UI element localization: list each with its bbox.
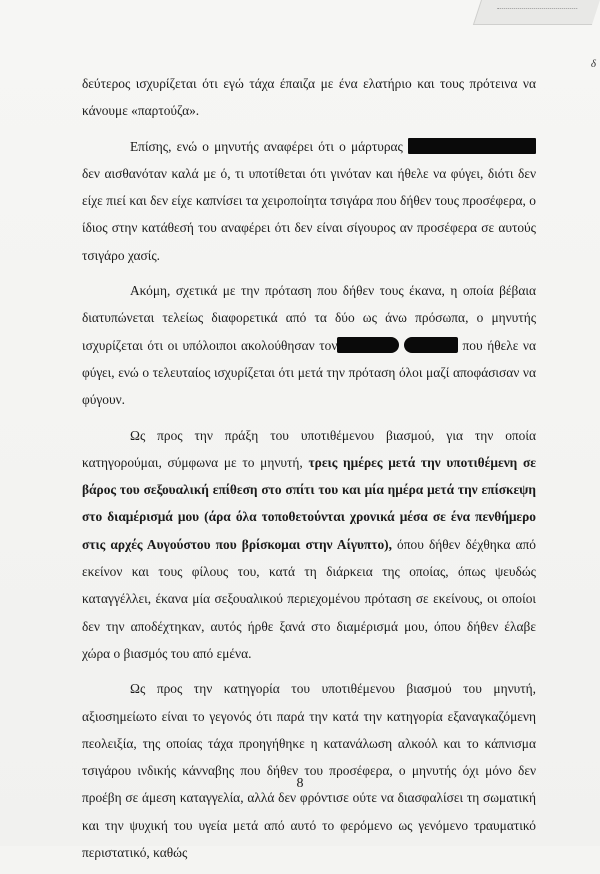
redaction-bar (337, 337, 399, 353)
text-segment: Επίσης, ενώ ο μηνυτής αναφέρει ότι ο μάρτυρας (130, 138, 408, 154)
paragraph (82, 70, 536, 125)
text-segment: Ακόμη, σχετικά με την πρόταση που δήθεν τους έκανα, η οποία βέβαια διατυπώνεται τελείως διαφορετικά από τα δύο ως άνω πρόσωπα, ο μηνυτής ισχυρίζεται ότι οι υπόλοιποι ακολούθησαν τον (82, 283, 536, 353)
text-segment: Ως προς την κατηγορία του υποτιθέμενου βιασμού του μηνυτή, αξιοσημείωτο είναι το γεγονός ότι παρά την κατά την κατηγορία εξαναγκαζόμενη πεολειξία, της οποίας τάχα προηγήθηκε η κατανάλωση αλκοόλ και το κάπνισμα τσιγάρου ινδικής κάνναβης που δήθεν του προσέφερα, ο μηνυτής όχι μόνο δεν προέβη σε άμεση καταγγελία, αλλά δεν φρόντισε ούτε να διασφαλίσει τη σωματική και την ψυχική του υγεία μετά από αυτό το φερόμενο ως γενόμενο τραυματικό περιστατικό, καθώς (82, 681, 536, 861)
text-segment: δεν αισθανόταν καλά με ό, τι υποτίθεται ότι γινόταν και ήθελε να φύγει, διότι δεν είχε πιεί και δεν είχε καπνίσει τα χειροποίητα τσιγάρα που δήθεν τους προσέφερα, ο ίδιος στην κατάθεσή του αναφέρει ότι δεν είναι σίγουρος αν προσέφερα σε αυτούς τσιγάρο χασίς. (82, 165, 536, 263)
corner-stamp (473, 0, 600, 25)
redaction-bar (408, 138, 536, 154)
text-segment: δεύτερος ισχυρίζεται ότι εγώ τάχα έπαιζα με ένα ελατήριο και τους πρότεινα να κάνουμε «παρτούζα». (82, 76, 536, 119)
paragraph (82, 133, 536, 269)
paragraph (82, 422, 536, 668)
text-segment: Ως προς την πράξη του υποτιθέμενου βιασμού, για την οποία κατηγορούμαι, σύμφωνα με το μηνυτή, (82, 427, 536, 470)
text-segment: όπου δήθεν δέχθηκα από εκείνον και τους φίλους του, κατά τη διάρκεια της οποίας, όπως ψευδώς καταγγέλλει, έκανα μία σεξουαλικού περιεχομένου πρόταση σε εκείνους, οι οποίοι δεν την αποδέχτηκαν, αυτός ήρθε ξανά στο διαμέρισμά μου, όπου δήθεν έλαβε χώρα ο βιασμός του από εμένα. (82, 536, 536, 661)
document-body (82, 70, 536, 874)
redaction-bar (404, 337, 458, 353)
paragraph (82, 277, 536, 413)
edge-cut-text: δ (590, 58, 596, 70)
bold-text-segment: τρεις ημέρες μετά την υποτιθέμενη σε βάρος του σεξουαλική επίθεση στο σπίτι του και μία ημέρα μετά την επίσκεψη στο διαμέρισμά μου (άρα όλα τοποθετούνται χρονικά μέσα σε ένα πενθήμερο στις αρχές Αυγούστου που βρίσκομαι στην Αίγυπτο), (82, 454, 536, 552)
text-segment: που ήθελε να φύγει, ενώ ο τελευταίος ισχυρίζεται ότι μετά την πρόταση όλοι μαζί αποφάσισαν να φύγουν. (82, 337, 536, 408)
page-number: 8 (296, 776, 304, 791)
paragraph (82, 675, 536, 866)
